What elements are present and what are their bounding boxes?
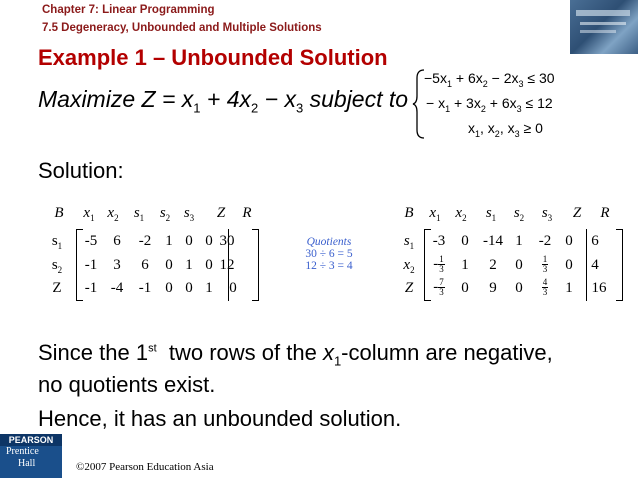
basis-z: Z <box>404 280 414 296</box>
header-x2: $x_2$ <box>455 205 467 223</box>
slide-title: Example 1 – Unbounded Solution <box>38 45 388 70</box>
tableau-next <box>394 203 634 303</box>
cell: 16 <box>591 280 607 296</box>
header-x1: $x_1$ <box>429 205 441 223</box>
subject-to-label: subject to <box>309 86 409 112</box>
objective-function <box>38 86 408 116</box>
cell: 0 <box>229 280 237 296</box>
cell: 1 <box>185 257 193 273</box>
logo-hall-text: Hall <box>18 458 36 469</box>
header-s2: $s_2$ <box>513 205 525 223</box>
header-x1: $x_1$ <box>83 205 95 223</box>
header-basis: B <box>54 205 64 221</box>
logo-pearson-text: PEARSON <box>0 434 62 446</box>
header-z: Z <box>216 205 226 221</box>
header-s1: $s_1$ <box>485 205 497 223</box>
quotient-line: 12 ÷ 3 = 4 <box>305 260 353 272</box>
header-r: R <box>600 205 610 221</box>
cell: -14 <box>483 233 503 249</box>
maximize-label: Maximize <box>38 86 136 112</box>
basis-s1: $s_1$ <box>51 233 63 251</box>
cell: 0 <box>205 257 213 273</box>
cell: 4 <box>591 257 599 273</box>
cell: 1 <box>515 233 523 249</box>
cell: 0 <box>565 257 573 273</box>
fraction-cell: - $\frac{7}{3}$ <box>433 277 444 297</box>
quotients-box <box>284 236 374 272</box>
basis-x2: $x_2$ <box>403 257 415 275</box>
cell: 3 <box>113 257 121 273</box>
chapter-label: Chapter 7: Linear Programming <box>42 4 215 16</box>
cell: 6 <box>113 233 121 249</box>
solution-label: Solution: <box>38 158 124 183</box>
constraint-1: $-5x_1 + 6x_2 - 2x_3 \le 30$ <box>424 70 555 89</box>
basis-z: Z <box>52 280 62 296</box>
header-s1: $s_1$ <box>133 205 145 223</box>
cell: 0 <box>205 233 213 249</box>
conclusion-line-1: Since the 1st two rows of the $x_1$-column are negative, <box>38 340 553 369</box>
fraction-cell: $\frac{1}{3}$ <box>542 254 548 274</box>
fraction-cell: $\frac{4}{3}$ <box>542 277 548 297</box>
cell: 0 <box>565 233 573 249</box>
cell: 30 <box>219 233 235 249</box>
copyright-text: ©2007 Pearson Education Asia <box>76 461 214 473</box>
header-basis: B <box>404 205 414 221</box>
cell: -3 <box>432 233 446 249</box>
header-r: R <box>242 205 252 221</box>
cell: 1 <box>165 233 173 249</box>
constraint-3: $x_1$, $x_2$, $x_3 \ge 0$ <box>468 120 543 139</box>
cell: -2 <box>538 233 552 249</box>
basis-s1: $s_1$ <box>403 233 415 251</box>
constraint-2: − $x_1 + 3x_2 + 6x_3 \le 12$ <box>426 95 553 114</box>
cell: 0 <box>185 233 193 249</box>
cell: 1 <box>205 280 213 296</box>
book-cover-image <box>570 0 638 54</box>
cell: 12 <box>219 257 235 273</box>
header-s2: $s_2$ <box>159 205 171 223</box>
cell: 6 <box>591 233 599 249</box>
header-x2: $x_2$ <box>107 205 119 223</box>
fraction-cell: - $\frac{1}{3}$ <box>433 254 444 274</box>
cell: 0 <box>515 257 523 273</box>
cell: 1 <box>461 257 469 273</box>
tableau-initial <box>40 203 270 303</box>
cell: -1 <box>84 257 98 273</box>
cell: 0 <box>515 280 523 296</box>
cell: -1 <box>138 280 152 296</box>
cell: 0 <box>461 233 469 249</box>
cell: 0 <box>165 257 173 273</box>
header-s3: $s_3$ <box>541 205 553 223</box>
conclusion-line-3: Hence, it has an unbounded solution. <box>38 406 402 431</box>
quotients-label: Quotients <box>306 236 352 248</box>
header-z: Z <box>572 205 582 221</box>
basis-s2: $s_2$ <box>51 257 63 275</box>
cell: 0 <box>165 280 173 296</box>
cell: -5 <box>84 233 98 249</box>
cell: 9 <box>489 280 497 296</box>
pearson-logo <box>0 434 62 478</box>
tableau-right-bracket <box>616 229 623 301</box>
cell: -2 <box>138 233 152 249</box>
conclusion-line-2: no quotients exist. <box>38 372 216 397</box>
cell: -4 <box>110 280 124 296</box>
logo-prentice-text: Prentice <box>6 446 39 457</box>
cell: 6 <box>141 257 149 273</box>
header-s3: $s_3$ <box>183 205 195 223</box>
cell: 0 <box>461 280 469 296</box>
tableau-right-bracket <box>252 229 259 301</box>
cell: 0 <box>185 280 193 296</box>
cell: 1 <box>565 280 573 296</box>
objective-expression: $Z = x_1 + 4x_2 - x_3$ <box>141 86 304 116</box>
cell: -1 <box>84 280 98 296</box>
cell: 2 <box>489 257 497 273</box>
section-label: 7.5 Degeneracy, Unbounded and Multiple Solutions <box>42 22 322 34</box>
quotient-line: 30 ÷ 6 = 5 <box>305 248 353 260</box>
